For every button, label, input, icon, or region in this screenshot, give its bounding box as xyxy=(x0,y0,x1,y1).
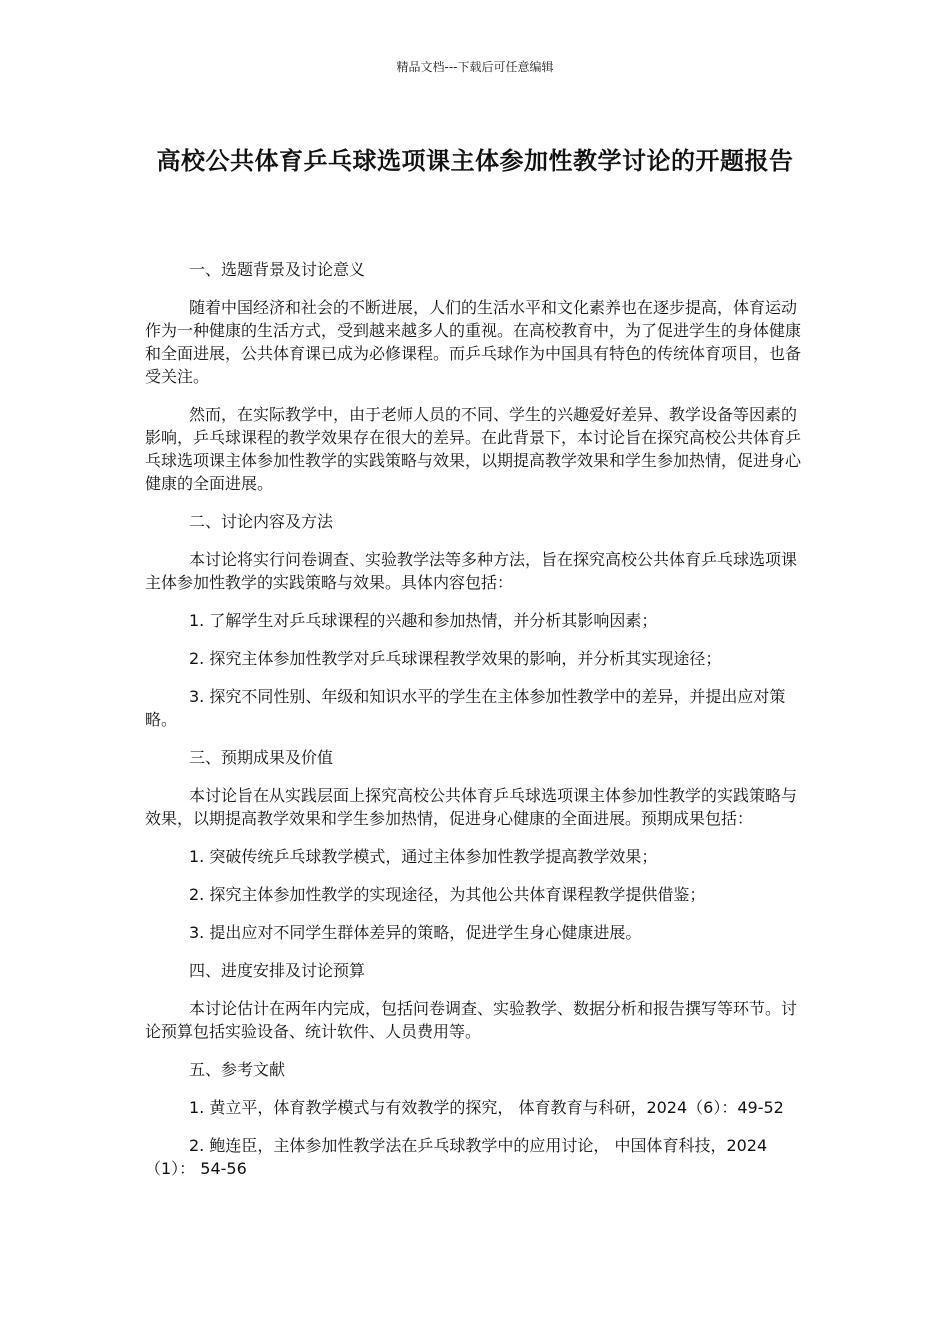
section-heading-references: 五、参考文献 xyxy=(189,1060,286,1079)
list-item-result-2: 2. 探究主体参加性教学的实现途径，为其他公共体育课程教学提供借鉴； xyxy=(189,885,706,904)
reference-item-1: 1. 黄立平，体育教学模式与有效教学的探究， 体育教育与科研，2024（6）：49-52 xyxy=(189,1098,784,1117)
paragraph-expected-results: 本讨论旨在从实践层面上探究高校公共体育乒乓球选项课主体参加性教学的实践策略与效果，以期提高教学效果和学生参加热情，促进身心健康的全面进展。预期成果包括： xyxy=(145,786,798,828)
section-heading-expected-results: 三、预期成果及价值 xyxy=(189,748,334,767)
document-title: 高校公共体育乒乓球选项课主体参加性教学讨论的开题报告 xyxy=(156,147,794,175)
list-item-content-1: 1. 了解学生对乒乓球课程的兴趣和参加热情，并分析其影响因素； xyxy=(189,611,658,630)
reference-item-2: 2. 鲍连臣，主体参加性教学法在乒乓球教学中的应用讨论， 中国体育科技，2024（1）： 54-56 xyxy=(145,1136,768,1178)
header-note: 精品文档---下载后可任意编辑 xyxy=(396,60,554,74)
paragraph-content-methods: 本讨论将实行问卷调查、实验教学法等多种方法，旨在探究高校公共体育乒乓球选项课主体参加性教学的实践策略与效果。具体内容包括： xyxy=(145,550,798,592)
paragraph-schedule-budget: 本讨论估计在两年内完成，包括问卷调查、实验教学、数据分析和报告撰写等环节。讨论预算包括实验设备、统计软件、人员费用等。 xyxy=(145,999,798,1041)
list-item-result-3: 3. 提出应对不同学生群体差异的策略，促进学生身心健康进展。 xyxy=(189,923,642,942)
section-heading-schedule-budget: 四、进度安排及讨论预算 xyxy=(189,961,366,980)
paragraph-background-1: 随着中国经济和社会的不断进展，人们的生活水平和文化素养也在逐步提高，体育运动作为一种健康的生活方式，受到越来越多人的重视。在高校教育中，为了促进学生的身体健康和全面进展，公共体育课已成为必修课程。而乒乓球作为中国具有特色的传统体育项目，也备受关注。 xyxy=(145,298,802,386)
list-item-result-1: 1. 突破传统乒乓球教学模式，通过主体参加性教学提高教学效果； xyxy=(189,847,658,866)
paragraph-background-2: 然而，在实际教学中，由于老师人员的不同、学生的兴趣爱好差异、教学设备等因素的影响，乒乓球课程的教学效果存在很大的差异。在此背景下，本讨论旨在探究高校公共体育乒乓球选项课主体参加性教学的实践策略与效果，以期提高教学效果和学生参加热情，促进身心健康的全面进展。 xyxy=(145,405,802,493)
list-item-content-2: 2. 探究主体参加性教学对乒乓球课程教学效果的影响，并分析其实现途径； xyxy=(189,649,722,668)
section-heading-content-methods: 二、讨论内容及方法 xyxy=(189,512,334,531)
list-item-content-3: 3. 探究不同性别、年级和知识水平的学生在主体参加性教学中的差异，并提出应对策略。 xyxy=(145,687,786,729)
document-body xyxy=(145,258,805,1195)
section-heading-background: 一、选题背景及讨论意义 xyxy=(189,260,366,279)
